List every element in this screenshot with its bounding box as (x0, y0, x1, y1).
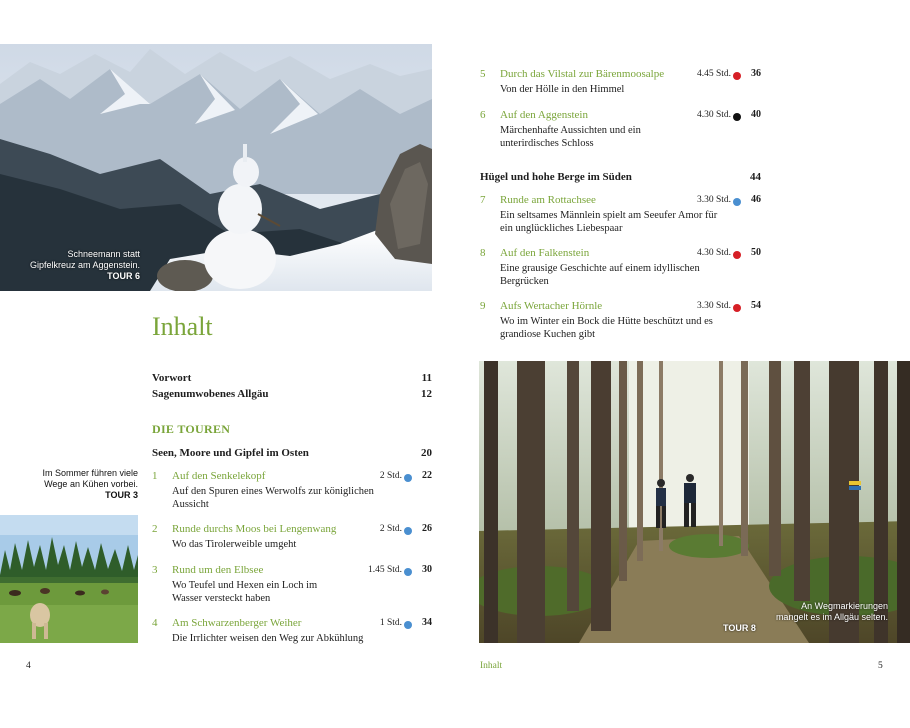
toc-row-label: Vorwort (152, 372, 192, 384)
difficulty-dot-icon (733, 72, 741, 80)
caption-tour-ref: TOUR 6 (107, 271, 140, 281)
caption-line: An Wegmarkierungen (801, 601, 888, 611)
toc-row-sagenumwobenes[interactable] (152, 388, 432, 400)
entry-page: 50 (751, 247, 761, 258)
entry-number: 7 (480, 194, 486, 206)
tours-heading: DIE TOUREN (152, 422, 231, 436)
toc-region-south[interactable] (480, 171, 761, 183)
toc-region-page: 44 (750, 171, 761, 183)
entry-title: Runde am Rottachsee (500, 194, 596, 206)
toc-region-label: Seen, Moore und Gipfel im Osten (152, 447, 309, 459)
entry-description: Wo im Winter ein Bock die Hütte beschützt und es grandiose Kuchen gibt (500, 316, 713, 340)
entry-title: Am Schwarzenberger Weiher (172, 617, 302, 629)
toc-region-page: 20 (421, 447, 432, 459)
entry-duration: 4.30 Std. (696, 248, 731, 258)
entry-number: 1 (152, 470, 158, 482)
entry-number: 4 (152, 617, 158, 629)
entry-duration: 3.30 Std. (696, 195, 731, 205)
entry-number: 5 (480, 68, 486, 80)
entry-page: 34 (422, 617, 432, 628)
toc-region-label: Hügel und hohe Berge im Süden (480, 171, 632, 183)
forest-photo-caption (708, 601, 888, 634)
entry-description: Wo das Tirolerweible umgeht (172, 539, 297, 550)
toc-row-page: 12 (421, 388, 432, 400)
cow-photo-caption (10, 468, 138, 501)
toc-row-label: Sagenumwobenes Allgäu (152, 388, 269, 400)
entry-description: Auf den Spuren eines Werwolfs zur königlichen Aussicht (172, 486, 374, 510)
caption-line: Schneemann statt (67, 249, 140, 259)
entry-number: 3 (152, 564, 158, 576)
entry-duration: 1.45 Std. (367, 565, 402, 575)
entry-number: 9 (480, 300, 486, 312)
entry-page: 36 (751, 68, 761, 79)
entry-description: Ein seltsames Männlein spielt am Seeufer Amor für ein unglückliches Liebespaar (500, 210, 718, 234)
toc-row-vorwort[interactable] (152, 372, 432, 384)
entry-description: Eine grausige Geschichte auf einem idyllischen Bergrücken (500, 263, 700, 287)
entry-duration: 2 Std. (379, 524, 402, 534)
caption-line: Im Sommer führen viele (42, 468, 138, 478)
entry-duration: 1 Std. (379, 618, 402, 628)
caption-tour-ref: TOUR 3 (105, 490, 138, 500)
toc-row-page: 11 (421, 372, 432, 384)
entry-duration: 2 Std. (379, 471, 402, 481)
entry-page: 30 (422, 564, 432, 575)
difficulty-dot-icon (733, 304, 741, 312)
entry-description: Märchenhafte Aussichten und ein unterirdisches Schloss (500, 125, 641, 149)
entry-description: Von der Hölle in den Himmel (500, 84, 625, 95)
difficulty-dot-icon (733, 113, 741, 121)
entry-title: Runde durchs Moos bei Lengenwang (172, 523, 337, 535)
difficulty-dot-icon (404, 621, 412, 629)
entry-title: Auf den Falkenstein (500, 247, 590, 259)
entry-page: 46 (751, 194, 761, 205)
difficulty-dot-icon (733, 198, 741, 206)
toc-region-east[interactable] (152, 447, 432, 459)
caption-line: mangelt es im Allgäu selten. (775, 612, 888, 622)
entry-description: Wo Teufel und Hexen ein Loch im Wasser versteckt haben (172, 580, 318, 604)
mountain-snowman-photo (0, 44, 432, 291)
entry-duration: 4.45 Std. (696, 69, 731, 79)
mountain-photo-caption (0, 249, 140, 282)
entry-number: 8 (480, 247, 486, 259)
difficulty-dot-icon (404, 527, 412, 535)
entry-number: 2 (152, 523, 158, 535)
difficulty-dot-icon (404, 568, 412, 576)
entry-number: 6 (480, 109, 486, 121)
toc-title: Inhalt (152, 312, 213, 341)
entry-page: 26 (422, 523, 432, 534)
forest-hikers-photo (479, 361, 910, 643)
entry-title: Auf den Aggenstein (500, 109, 588, 121)
caption-tour-ref: TOUR 8 (723, 623, 756, 633)
caption-line: Gipfelkreuz am Aggenstein. (29, 260, 140, 270)
entry-page: 22 (422, 470, 432, 481)
page-number-left: 4 (26, 661, 31, 671)
entry-duration: 4.30 Std. (696, 110, 731, 120)
entry-duration: 3.30 Std. (696, 301, 731, 311)
entry-title: Durch das Vilstal zur Bärenmoosalpe (500, 68, 665, 80)
page-number-right: 5 (878, 661, 883, 671)
caption-line: Wege an Kühen vorbei. (44, 479, 138, 489)
entry-title: Aufs Wertacher Hörnle (500, 300, 603, 312)
entry-title: Rund um den Elbsee (172, 564, 264, 576)
cow-meadow-photo (0, 515, 138, 643)
entry-page: 54 (751, 300, 761, 311)
entry-title: Auf den Senkelekopf (172, 470, 266, 482)
entry-page: 40 (751, 109, 761, 120)
difficulty-dot-icon (404, 474, 412, 482)
difficulty-dot-icon (733, 251, 741, 259)
running-head: Inhalt (480, 661, 503, 671)
entry-description: Die Irrlichter weisen den Weg zur Abkühlung (172, 633, 364, 644)
